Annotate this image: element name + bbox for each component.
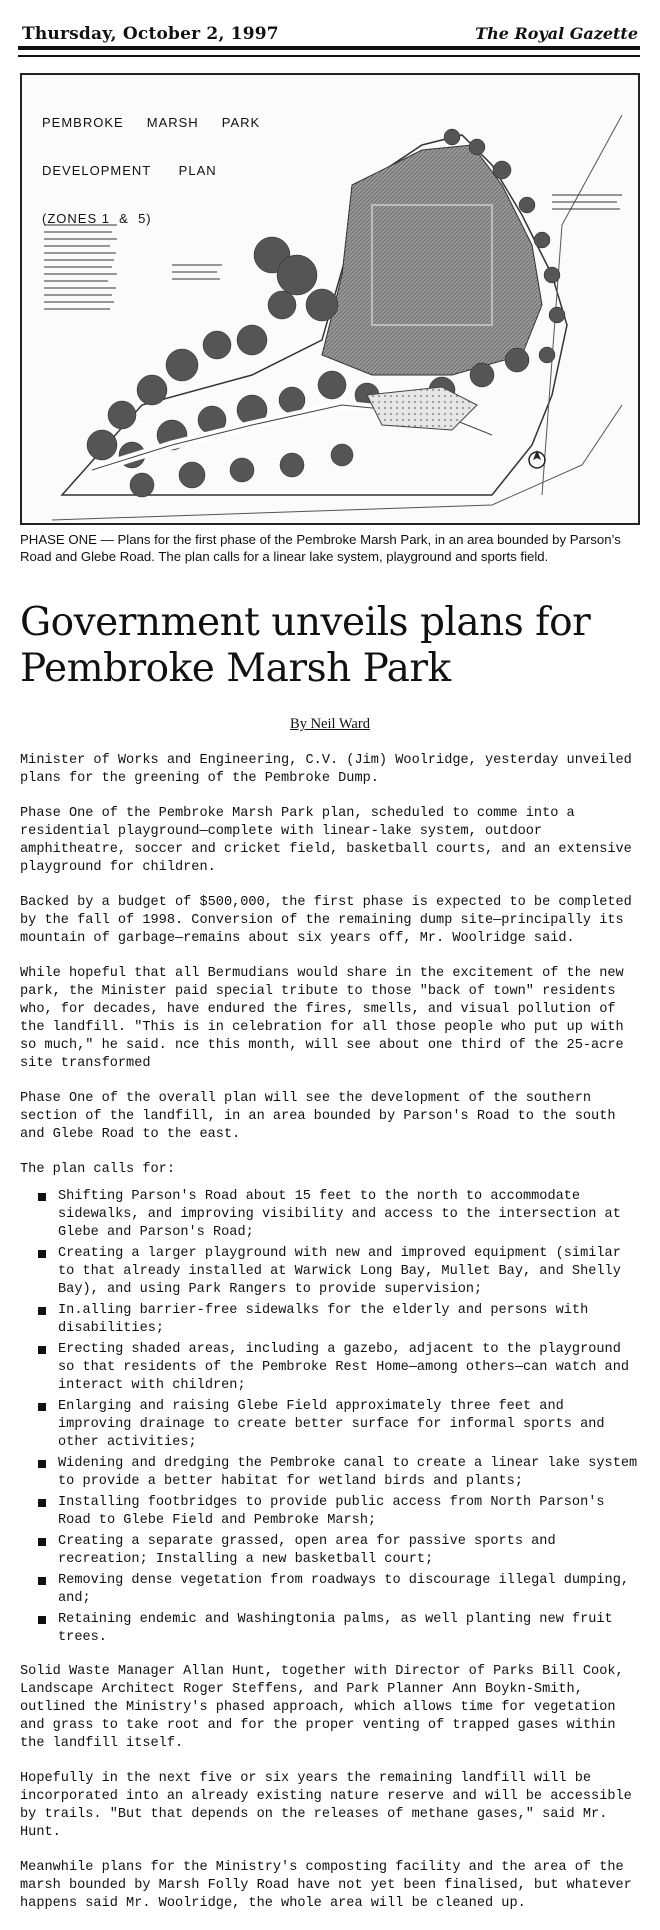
list-item (20, 1302, 644, 1338)
list-item-text: Retaining endemic and Washingtonia palms, as well planting new fruit trees. (58, 1612, 613, 1645)
list-item (20, 1188, 644, 1242)
plan-title (42, 83, 260, 259)
list-item-text: Creating a separate grassed, open area for passive sports and recreation; Installing a new basketball court; (58, 1534, 556, 1567)
list-item (20, 1494, 644, 1530)
paragraph: Meanwhile plans for the Ministry's composting facility and the area of the marsh bounded by Marsh Folly Road have not yet been finalised, but whatever happens said Mr. Woolridge, the whole area will be cleaned up. (20, 1860, 632, 1911)
list-item (20, 1455, 644, 1491)
square-bullet-icon (38, 1538, 46, 1546)
list-item-text: In.alling barrier-free sidewalks for the elderly and persons with disabilities; (58, 1303, 589, 1336)
masthead (18, 22, 640, 46)
list-item (20, 1341, 644, 1395)
square-bullet-icon (38, 1460, 46, 1468)
plan-title-line: DEVELOPMENT PLAN (42, 163, 217, 178)
list-item-text: Widening and dredging the Pembroke canal to create a linear lake system to provide a better habitat for wetland birds and plants; (58, 1456, 638, 1489)
list-item-text: Erecting shaded areas, including a gazebo, adjacent to the playground so that residents of the Pembroke Rest Home—among others—can watch and interact with children; (58, 1342, 630, 1393)
square-bullet-icon (38, 1499, 46, 1507)
square-bullet-icon (38, 1577, 46, 1585)
byline-text: By Neil Ward (290, 716, 370, 732)
square-bullet-icon (38, 1307, 46, 1315)
plan-list (20, 1188, 644, 1647)
byline (0, 716, 660, 733)
list-item (20, 1245, 644, 1299)
paragraph: Minister of Works and Engineering, C.V. (Jim) Woolridge, yesterday unveiled plans for the greening of the Pembroke Dump. (20, 753, 632, 786)
list-item (20, 1398, 644, 1452)
list-item-text: Installing footbridges to provide public access from North Parson's Road to Glebe Field and Pembroke Marsh; (58, 1495, 605, 1528)
paragraph: Phase One of the Pembroke Marsh Park plan, scheduled to comme into a residential playground—complete with linear-lake system, outdoor amphitheatre, soccer and cricket field, basketball courts, and an extensive playground for children. (20, 806, 632, 875)
paragraph: Solid Waste Manager Allan Hunt, together with Director of Parks Bill Cook, Landscape Architect Roger Steffens, and Park Planner Ann Boykn-Smith, outlined the Ministry's phased approach, which allows time for vegetation and grass to take root and for the proper venting of trapped gases within the landfill itself. (20, 1664, 624, 1751)
newspaper-name: The Royal Gazette (475, 24, 638, 43)
paragraph: Hopefully in the next five or six years the remaining landfill will be incorporated into an already existing nature reserve and will be accessible by trails. "But that depends on the releases of methane gases," said Mr. Hunt. (20, 1771, 632, 1840)
list-item (20, 1611, 644, 1647)
list-item (20, 1533, 644, 1569)
paragraph: Phase One of the overall plan will see the development of the southern section of the landfill, in an area bounded by Parson's Road to the south and Glebe Road to the east. (20, 1091, 616, 1142)
figure-caption: PHASE ONE — Plans for the first phase of the Pembroke Marsh Park, in an area bounded by Parson’s Road and Glebe Road. The plan calls for a linear lake system, playground and sports field. (20, 532, 621, 564)
article-body (20, 752, 644, 1930)
list-item-text: Removing dense vegetation from roadways to discourage illegal dumping, and; (58, 1573, 630, 1606)
square-bullet-icon (38, 1403, 46, 1411)
paragraph: The plan calls for: (20, 1162, 175, 1177)
square-bullet-icon (38, 1193, 46, 1201)
paragraph: Backed by a budget of $500,000, the first phase is expected to be completed by the fall of 1998. Conversion of the remaining dump site—principally its mountain of garbage—remains about six years off, Mr. Woolridge said. (20, 895, 632, 946)
plan-title-line: (ZONES 1 & 5) (42, 211, 152, 226)
site-plan-figure (20, 73, 640, 525)
issue-date: Thursday, October 2, 1997 (22, 24, 279, 44)
list-item (20, 1572, 644, 1608)
list-item-text: Enlarging and raising Glebe Field approximately three feet and improving drainage to create better surface for informal sports and other activities; (58, 1399, 605, 1450)
square-bullet-icon (38, 1250, 46, 1258)
headline: Government unveils plans for Pembroke Marsh Park (20, 600, 591, 691)
plan-title-line: PEMBROKE MARSH PARK (42, 115, 261, 130)
list-item-text: Creating a larger playground with new and improved equipment (similar to that already installed at Warwick Long Bay, Mullet Bay, and Shelly Bay), and using Park Rangers to provide supervision; (58, 1246, 621, 1297)
paragraph: While hopeful that all Bermudians would share in the excitement of the new park, the Minister paid special tribute to those "back of town" residents who, for decades, have endured the fires, smells, and visual pollution of the landfill. "This is in celebration for all those people who put up with so much," he said. nce this month, will see about one third of the 25-acre site transformed (20, 966, 624, 1071)
list-item-text: Shifting Parson's Road about 15 feet to the north to accommodate sidewalks, and improving visibility and access to the intersection at Glebe and Parson's Road; (58, 1189, 621, 1240)
square-bullet-icon (38, 1616, 46, 1624)
square-bullet-icon (38, 1346, 46, 1354)
masthead-rule-thin (18, 55, 640, 57)
masthead-rule-thick (18, 46, 640, 50)
